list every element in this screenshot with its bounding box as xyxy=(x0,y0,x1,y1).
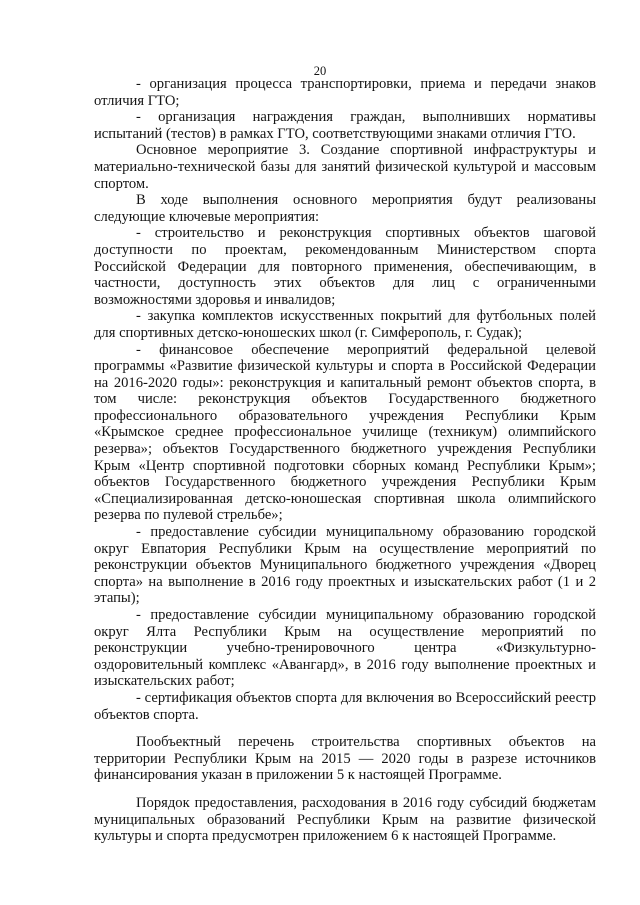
paragraph-subsidy-procedure: Порядок предоставления, расходования в 2016 году субсидий бюджетам муниципальных образований Республики Крым на развитие физической культуры и спорта предусмотрен приложением 6 к настоящей Программе. xyxy=(94,794,596,845)
paragraph-evpatoria-subsidy: - предоставление субсидии муниципальному образованию городской округ Евпатория Республики Крым на осуществление мероприятий по реконструкции объектов Муниципального бюджетного учреждения «Дворец спорта» на выполнение в 2016 году проектных и изыскательских работ (1 и 2 этапы); xyxy=(94,524,596,607)
page-number: 20 xyxy=(313,64,327,78)
paragraph-key-activities-intro: В ходе выполнения основного мероприятия будут реализованы следующие ключевые мероприятия: xyxy=(94,192,596,225)
paragraph-object-list: Пообъектный перечень строительства спортивных объектов на территории Республики Крым на 2015 — 2020 годы в разрезе источников финансирования указан в приложении 5 к настоящей Программе. xyxy=(94,734,596,784)
paragraph-federal-program: - финансовое обеспечение мероприятий федеральной целевой программы «Развитие физической культуры и спорта в Российской Федерации на 2016-2020 годы»: реконструкция и капитальный ремонт объектов спорта, в том числе: реконструкция объектов Государственного бюджетного профессионального образовательного учреждения Республики Крым «Крымское среднее профессиональное училище (техникум) олимпийского резерва»; объектов Государственного бюджетного учреждения Республики Крым «Центр спортивной подготовки сборных команд Республики Крым»; объектов Государственного бюджетного учреждения Республики Крым «Специализированная детско-юношеская спортивная школа олимпийского резерва по пулевой стрельбе»; xyxy=(94,341,596,524)
paragraph-gto-awarding: - организация награждения граждан, выполнивших нормативы испытаний (тестов) в рамках ГТО, соответствующими знаками отличия ГТО. xyxy=(94,109,596,142)
paragraph-gto-transport: - организация процесса транспортировки, приема и передачи знаков отличия ГТО; xyxy=(94,76,596,109)
paragraph-turf-purchase: - закупка комплектов искусственных покрытий для футбольных полей для спортивных детско-юношеских школ (г. Симферополь, г. Судак); xyxy=(94,308,596,341)
paragraph-yalta-subsidy: - предоставление субсидии муниципальному образованию городской округ Ялта Республики Крым на осуществление мероприятий по реконструкции учебно-тренировочного центра «Физкультурно-оздоровительный комплекс «Авангард», в 2016 году выполнение проектных и изыскательских работ; xyxy=(94,607,596,690)
paragraph-certification: - сертификация объектов спорта для включения во Всероссийский реестр объектов спорта. xyxy=(94,689,596,723)
document-body xyxy=(94,76,596,845)
paragraph-main-activity-3: Основное мероприятие 3. Создание спортивной инфраструктуры и материально-технической базы для занятий физической культурой и массовым спортом. xyxy=(94,142,596,192)
paragraph-construction: - строительство и реконструкция спортивных объектов шаговой доступности по проектам, рекомендованным Министерством спорта Российской Федерации для повторного применения, обеспечивающим, в частности, доступность этих объектов для лиц с ограниченными возможностями здоровья и инвалидов; xyxy=(94,225,596,308)
